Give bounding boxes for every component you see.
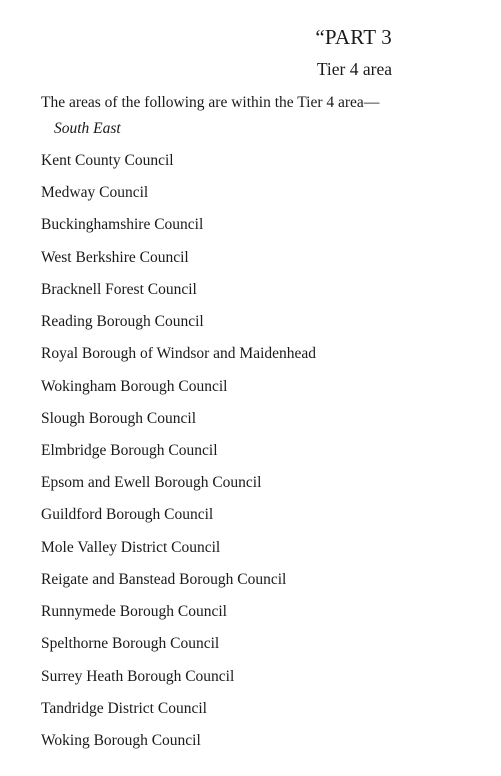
intro-text: The areas of the following are within the Tier 4 area— [41, 94, 380, 111]
council-item: Spelthorne Borough Council [41, 635, 220, 653]
part-subtitle: Tier 4 area [316, 59, 392, 79]
council-item: Elmbridge Borough Council [41, 441, 218, 459]
council-item: Tandridge District Council [41, 699, 207, 717]
council-item: Woking Borough Council [41, 731, 201, 749]
council-item: Reigate and Banstead Borough Council [41, 570, 287, 588]
region-heading: South East [54, 120, 121, 137]
council-item: Medway Council [41, 184, 149, 202]
council-item: Epsom and Ewell Borough Council [41, 474, 262, 492]
council-item: Kent County Council [41, 152, 174, 169]
council-item: Mole Valley District Council [41, 538, 221, 556]
council-item: Buckinghamshire Council [41, 216, 204, 234]
council-item: Wokingham Borough Council [41, 377, 228, 395]
council-item: Surrey Heath Borough Council [41, 667, 235, 685]
part-title: “PART 3 [315, 25, 392, 49]
council-item: West Berkshire Council [41, 248, 189, 266]
council-list [41, 151, 316, 763]
council-item: Bracknell Forest Council [41, 280, 197, 298]
council-item: Royal Borough of Windsor and Maidenhead [41, 345, 317, 363]
council-item: Guildford Borough Council [41, 506, 214, 524]
council-item: Slough Borough Council [41, 409, 197, 427]
council-item: Reading Borough Council [41, 313, 204, 331]
council-item: Runnymede Borough Council [41, 603, 227, 621]
